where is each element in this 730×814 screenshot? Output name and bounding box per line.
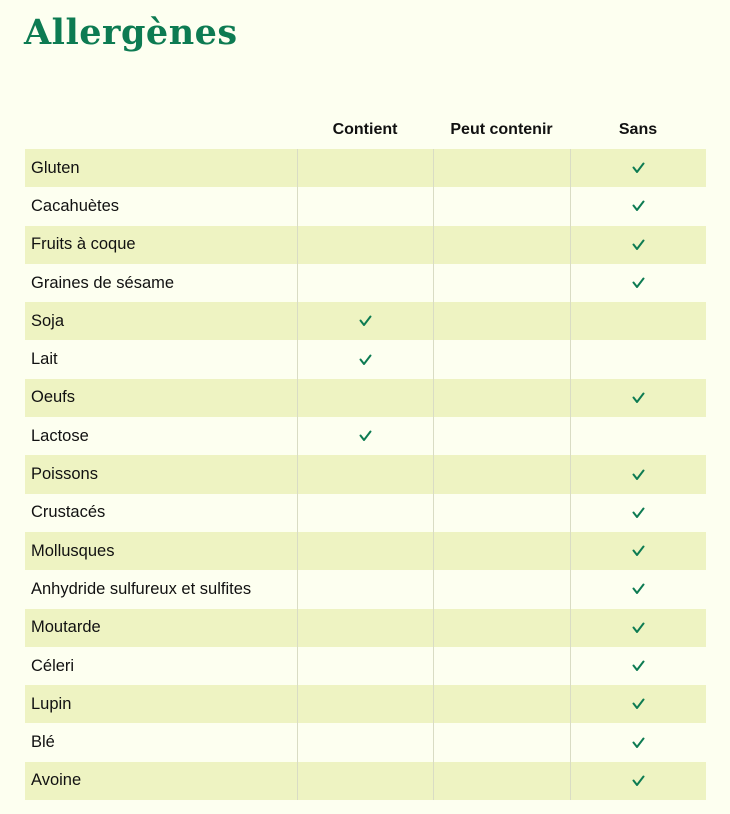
header-free: Sans — [618, 121, 658, 138]
allergen-name: Lait — [31, 350, 58, 369]
cell-contains — [297, 570, 433, 608]
check-icon — [632, 507, 645, 519]
allergen-name: Fruits à coque — [31, 235, 136, 254]
cell-free — [570, 609, 706, 647]
check-icon — [359, 354, 372, 366]
cell-may-contain — [433, 532, 570, 570]
allergen-name: Lupin — [31, 694, 72, 713]
check-icon — [632, 277, 645, 289]
cell-contains — [297, 609, 433, 647]
table-row — [25, 647, 706, 685]
cell-free — [570, 532, 706, 570]
cell-contains — [297, 340, 433, 378]
table-row — [25, 149, 706, 187]
table-row — [25, 762, 706, 800]
allergen-name: Oeufs — [31, 388, 76, 407]
allergen-name: Avoine — [31, 771, 82, 790]
cell-contains — [297, 302, 433, 340]
cell-may-contain — [433, 149, 570, 187]
check-icon — [632, 545, 645, 557]
cell-free — [570, 762, 706, 800]
table-row — [25, 685, 706, 723]
allergen-table — [25, 149, 706, 800]
cell-may-contain — [433, 340, 570, 378]
cell-contains — [297, 187, 433, 225]
table-row — [25, 417, 706, 455]
check-icon — [632, 622, 645, 634]
allergen-name: Moutarde — [31, 618, 101, 637]
cell-contains — [297, 149, 433, 187]
header-may-contain: Peut contenir — [450, 121, 553, 138]
allergen-name: Poissons — [31, 465, 98, 484]
cell-free — [570, 647, 706, 685]
cell-may-contain — [433, 187, 570, 225]
allergen-name: Cacahuètes — [31, 196, 120, 215]
table-header — [25, 119, 706, 143]
allergen-name: Lactose — [31, 426, 89, 445]
cell-free — [570, 570, 706, 608]
allergen-name: Anhydride sulfureux et sulfites — [31, 579, 252, 598]
table-row — [25, 609, 706, 647]
cell-may-contain — [433, 723, 570, 761]
cell-contains — [297, 455, 433, 493]
cell-free — [570, 685, 706, 723]
cell-may-contain — [433, 379, 570, 417]
cell-contains — [297, 264, 433, 302]
table-row — [25, 379, 706, 417]
cell-contains — [297, 723, 433, 761]
cell-free — [570, 455, 706, 493]
cell-contains — [297, 685, 433, 723]
check-icon — [359, 315, 372, 327]
check-icon — [632, 469, 645, 481]
check-icon — [359, 430, 372, 442]
cell-may-contain — [433, 417, 570, 455]
cell-may-contain — [433, 455, 570, 493]
cell-contains — [297, 226, 433, 264]
table-row — [25, 187, 706, 225]
cell-may-contain — [433, 302, 570, 340]
table-row — [25, 264, 706, 302]
cell-free — [570, 723, 706, 761]
cell-free — [570, 494, 706, 532]
check-icon — [632, 200, 645, 212]
check-icon — [632, 162, 645, 174]
cell-may-contain — [433, 226, 570, 264]
allergen-name: Gluten — [31, 158, 80, 177]
page-title: Allergènes — [24, 12, 238, 53]
cell-contains — [297, 762, 433, 800]
table-row — [25, 494, 706, 532]
cell-may-contain — [433, 264, 570, 302]
check-icon — [632, 583, 645, 595]
allergen-name: Blé — [31, 733, 55, 752]
cell-contains — [297, 647, 433, 685]
cell-may-contain — [433, 647, 570, 685]
cell-contains — [297, 417, 433, 455]
allergen-name: Graines de sésame — [31, 273, 175, 292]
check-icon — [632, 775, 645, 787]
table-row — [25, 570, 706, 608]
table-row — [25, 302, 706, 340]
check-icon — [632, 239, 645, 251]
cell-free — [570, 340, 706, 378]
table-row — [25, 455, 706, 493]
cell-contains — [297, 532, 433, 570]
table-row — [25, 340, 706, 378]
cell-free — [570, 417, 706, 455]
table-row — [25, 532, 706, 570]
check-icon — [632, 698, 645, 710]
cell-may-contain — [433, 494, 570, 532]
cell-free — [570, 149, 706, 187]
allergen-name: Soja — [31, 311, 65, 330]
cell-free — [570, 302, 706, 340]
cell-may-contain — [433, 609, 570, 647]
cell-contains — [297, 379, 433, 417]
header-spacer — [25, 119, 297, 143]
cell-free — [570, 379, 706, 417]
check-icon — [632, 392, 645, 404]
cell-free — [570, 187, 706, 225]
header-contains: Contient — [332, 121, 398, 138]
check-icon — [632, 660, 645, 672]
table-row — [25, 723, 706, 761]
allergen-name: Céleri — [31, 656, 75, 675]
allergen-name: Mollusques — [31, 541, 115, 560]
table-row — [25, 226, 706, 264]
cell-free — [570, 264, 706, 302]
cell-may-contain — [433, 762, 570, 800]
cell-may-contain — [433, 685, 570, 723]
cell-may-contain — [433, 570, 570, 608]
cell-contains — [297, 494, 433, 532]
allergen-name: Crustacés — [31, 503, 106, 522]
check-icon — [632, 737, 645, 749]
cell-free — [570, 226, 706, 264]
